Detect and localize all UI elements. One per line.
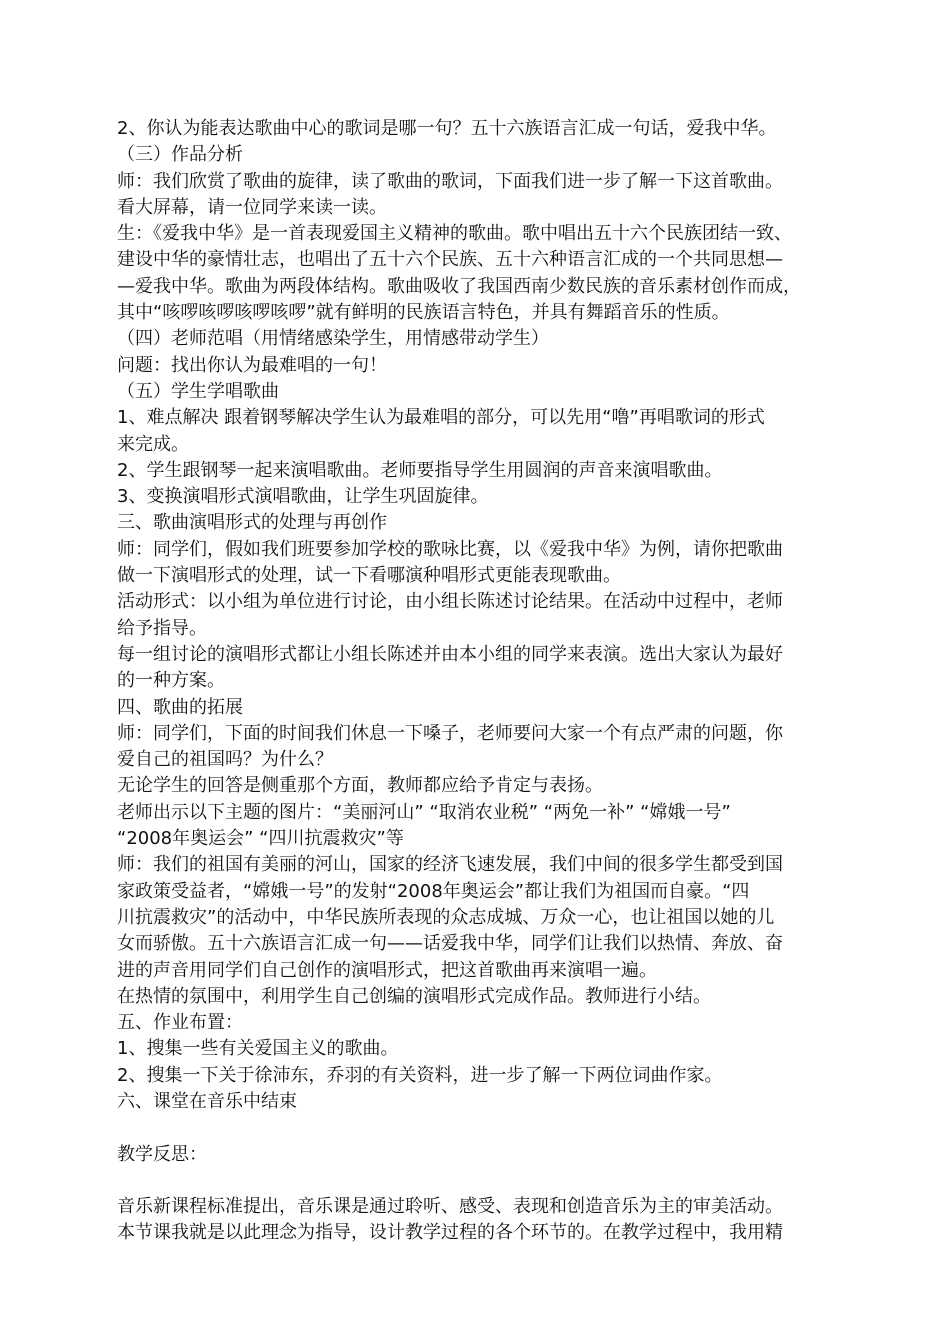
section-heading: （五）学生学唱歌曲	[117, 380, 279, 402]
text-line: 给予指导。	[117, 617, 207, 639]
text-line: 爱自己的祖国吗？为什么？	[117, 749, 333, 771]
text-line: 的一种方案。	[117, 670, 225, 692]
section-heading: 教学反思：	[117, 1143, 207, 1165]
text-line: 女而骄傲。五十六族语言汇成一句——话爱我中华，同学们让我们以热情、奔放、奋	[117, 933, 783, 955]
text-line: 2、你认为能表达歌曲中心的歌词是哪一句？五十六族语言汇成一句话，爱我中华。	[117, 118, 777, 139]
text-line: 问题：找出你认为最难唱的一句！	[117, 354, 387, 376]
section-heading: 五、作业布置：	[117, 1012, 243, 1034]
text-line: 川抗震救灾”的活动中，中华民族所表现的众志成城、万众一心，也让祖国以她的儿	[117, 906, 775, 928]
text-line: “2008年奥运会” “四川抗震救灾”等	[117, 828, 404, 850]
text-line: 本节课我就是以此理念为指导，设计教学过程的各个环节的。在教学过程中，我用精	[117, 1222, 783, 1244]
section-heading: 三、歌曲演唱形式的处理与再创作	[117, 512, 387, 534]
text-line: 在热情的氛围中，利用学生自己创编的演唱形式完成作品。教师进行小结。	[117, 985, 711, 1007]
text-line: 老师出示以下主题的图片：“美丽河山” “取消农业税” “两免一补” “嫦娥一号”	[117, 801, 731, 823]
text-line: 2、搜集一下关于徐沛东，乔羽的有关资料，进一步了解一下两位词曲作家。	[117, 1064, 723, 1086]
text-line: 师：同学们，假如我们班要参加学校的歌咏比赛，以《爱我中华》为例，请你把歌曲	[117, 538, 783, 560]
blank-line	[117, 1115, 837, 1141]
text-line: 每一组讨论的演唱形式都让小组长陈述并由本小组的同学来表演。选出大家认为最好	[117, 643, 783, 665]
text-line: 1、搜集一些有关爱国主义的歌曲。	[117, 1038, 399, 1060]
section-heading: 六、课堂在音乐中结束	[117, 1090, 297, 1112]
section-heading: （四）老师范唱（用情绪感染学生，用情感带动学生）	[117, 328, 549, 350]
text-line: 3、变换演唱形式演唱歌曲，让学生巩固旋律。	[117, 486, 489, 508]
text-line: 1、难点解决 跟着钢琴解决学生认为最难唱的部分，可以先用“噜”再唱歌词的形式	[117, 407, 765, 429]
blank-line	[117, 1168, 837, 1194]
section-heading: （三）作品分析	[117, 144, 243, 166]
text-line: 家政策受益者，“嫦娥一号”的发射“2008年奥运会”都让我们为祖国而自豪。“四	[117, 880, 750, 902]
section-heading: 四、歌曲的拓展	[117, 696, 243, 718]
text-line: 无论学生的回答是侧重那个方面，教师都应给予肯定与表扬。	[117, 775, 603, 797]
text-line: 来完成。	[117, 433, 189, 455]
text-line: 音乐新课程标准提出，音乐课是通过聆听、感受、表现和创造音乐为主的审美活动。	[117, 1196, 783, 1218]
document-page	[117, 116, 837, 1247]
text-line: 进的声音用同学们自己创作的演唱形式，把这首歌曲再来演唱一遍。	[117, 959, 657, 981]
text-line: 建设中华的豪情壮志，也唱出了五十六个民族、五十六种语言汇成的一个共同思想—	[117, 249, 783, 271]
text-line: 活动形式：以小组为单位进行讨论，由小组长陈述讨论结果。在活动中过程中，老师	[117, 591, 783, 613]
text-line: 看大屏幕，请一位同学来读一读。	[117, 196, 387, 218]
text-line: 师：我们欣赏了歌曲的旋律，读了歌曲的歌词，下面我们进一步了解一下这首歌曲。	[117, 170, 783, 192]
text-line: 师：我们的祖国有美丽的河山，国家的经济飞速发展，我们中间的很多学生都受到国	[117, 854, 783, 876]
text-line: 其中“咳啰咳啰咳啰咳啰”就有鲜明的民族语言特色，并具有舞蹈音乐的性质。	[117, 302, 730, 324]
text-line: 生：《爱我中华》是一首表现爱国主义精神的歌曲。歌中唱出五十六个民族团结一致、	[117, 223, 792, 245]
text-line: 2、学生跟钢琴一起来演唱歌曲。老师要指导学生用圆润的声音来演唱歌曲。	[117, 459, 723, 481]
text-line: 师：同学们，下面的时间我们休息一下嗓子，老师要问大家一个有点严肃的问题，你	[117, 722, 783, 744]
text-line: —爱我中华。歌曲为两段体结构。歌曲吸收了我国西南少数民族的音乐素材创作而成，	[117, 275, 801, 297]
text-line: 做一下演唱形式的处理，试一下看哪演种唱形式更能表现歌曲。	[117, 565, 621, 587]
